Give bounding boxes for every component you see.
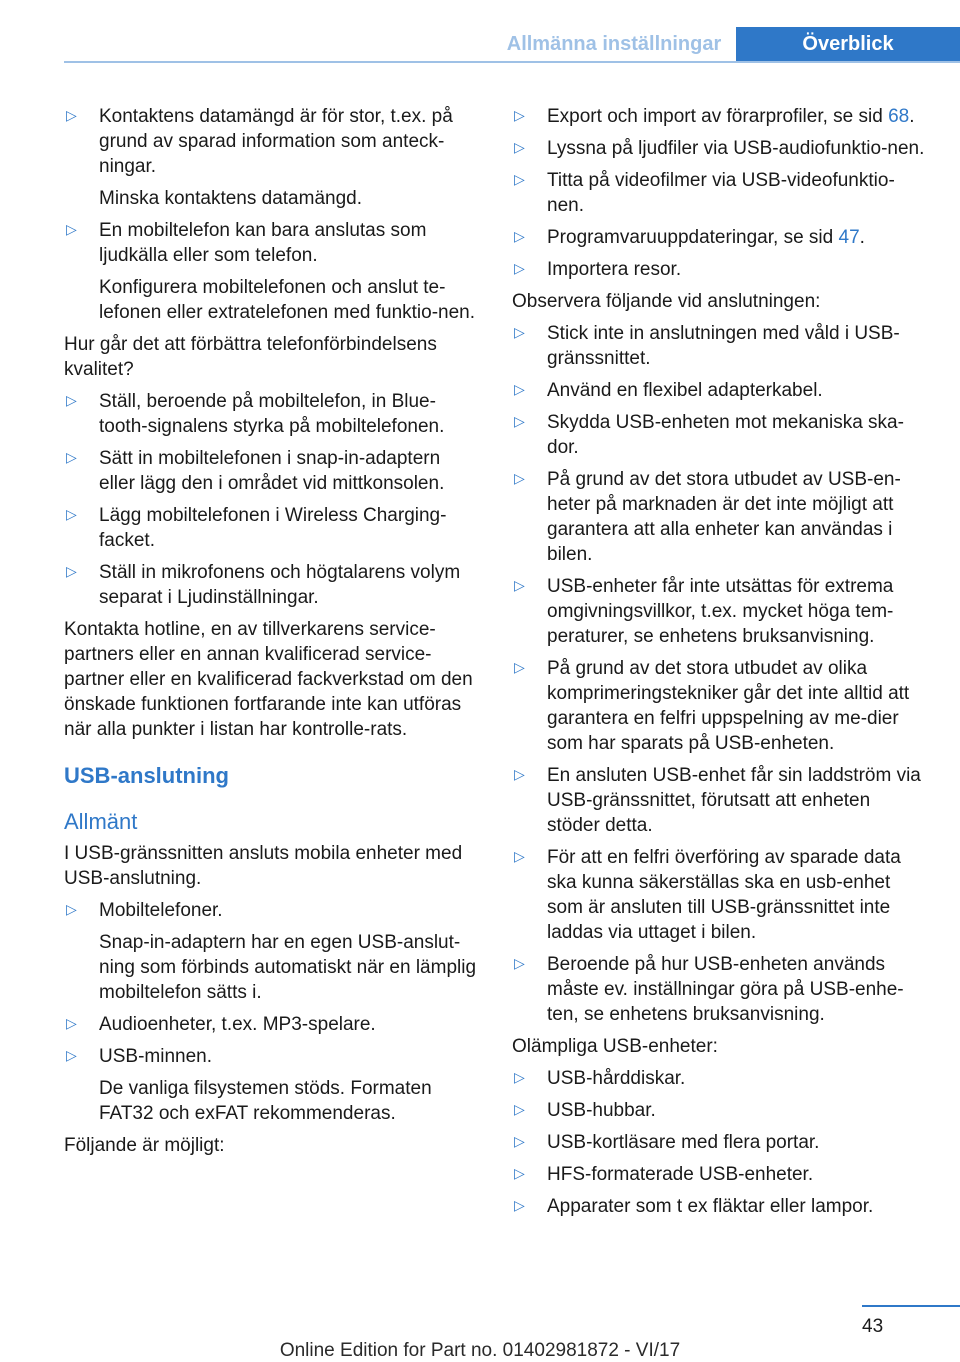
triangle-bullet-icon: ▷: [66, 507, 77, 523]
triangle-bullet-icon: ▷: [514, 382, 525, 398]
triangle-bullet-icon: ▷: [514, 172, 525, 188]
header-section-title: Allmänna inställningar: [506, 32, 722, 55]
triangle-bullet-icon: ▷: [514, 849, 525, 865]
triangle-bullet-icon: ▷: [514, 414, 525, 430]
list-item-remedy: Konfigurera mobiltelefonen och anslut te‐lefonen eller extratelefonen med funktio‐nen.: [99, 277, 476, 323]
list-item: [512, 952, 926, 1027]
list-item: [64, 560, 478, 610]
triangle-bullet-icon: ▷: [514, 325, 525, 341]
right-column: [512, 104, 926, 1226]
list-item: [512, 321, 926, 371]
triangle-bullet-icon: ▷: [514, 578, 525, 594]
list-item-text: Beroende på hur USB-enheten används måste ev. inställningar göra på USB-enhe‐ten, se enhetens bruksanvisning.: [547, 954, 904, 1025]
header-active-tab: Överblick: [736, 27, 960, 61]
list-item-text: På grund av det stora utbudet av olika komprimeringstekniker går det inte alltid att garantera en felfri uppspelning av me‐dier som har sparats på USB-enheten.: [547, 658, 910, 754]
triangle-bullet-icon: ▷: [514, 471, 525, 487]
triangle-bullet-icon: ▷: [514, 1102, 525, 1118]
page-number: 43: [862, 1316, 884, 1337]
list-item-text: Apparater som t ex fläktar eller lampor.: [547, 1196, 874, 1217]
list-item-text: [547, 225, 926, 250]
list-item-text: Lägg mobiltelefonen i Wireless Charging-facket.: [99, 505, 447, 551]
list-item-text: Titta på videofilmer via USB-videofunktio‐nen.: [547, 170, 895, 216]
list-item-text: [547, 104, 926, 129]
paragraph: Följande är möjligt:: [64, 1135, 225, 1156]
triangle-bullet-icon: ▷: [66, 108, 77, 124]
list-item-remedy: Minska kontaktens datamängd.: [99, 188, 362, 209]
list-item-text: En mobiltelefon kan bara anslutas som ljudkälla eller som telefon.: [99, 220, 427, 266]
triangle-bullet-icon: ▷: [66, 393, 77, 409]
paragraph: Observera följande vid anslutningen:: [512, 291, 821, 312]
triangle-bullet-icon: ▷: [514, 1198, 525, 1214]
triangle-bullet-icon: ▷: [514, 261, 525, 277]
list-item-text: USB-minnen.: [99, 1046, 212, 1067]
list-item-text: USB-enheter får inte utsättas för extrema omgivningsvillkor, t.ex. mycket höga tem‐peraturer, se enhetens bruksanvisning.: [547, 576, 894, 647]
paragraph: I USB-gränssnitten ansluts mobila enheter med USB-anslutning.: [64, 843, 463, 889]
triangle-bullet-icon: ▷: [514, 1134, 525, 1150]
list-item-text-end: .: [859, 227, 865, 248]
page-link-68[interactable]: 68: [888, 106, 910, 127]
list-item: [512, 410, 926, 460]
list-item: [64, 104, 478, 211]
list-item-text: Importera resor.: [547, 259, 682, 280]
triangle-bullet-icon: ▷: [514, 956, 525, 972]
list-item: [64, 446, 478, 496]
list-item: [512, 168, 926, 218]
left-column: [64, 104, 478, 1165]
list-item-text: På grund av det stora utbudet av USB-en‐heter på marknaden är det inte möjligt att garantera att alla enheter kan användas i bilen.: [547, 469, 901, 565]
list-item-note: De vanliga filsystemen stöds. Formaten FAT32 och exFAT rekommenderas.: [99, 1078, 432, 1124]
list-item-text: Lyssna på ljudfiler via USB-audiofunktio‐nen.: [547, 138, 925, 159]
header-divider: [64, 61, 960, 63]
list-item: [512, 656, 926, 756]
list-item: [64, 389, 478, 439]
list-item-text: För att en felfri överföring av sparade data ska kunna säkerställas ska en usb-enhet som är ansluten till USB-gränssnittet inte laddas via uttaget i bilen.: [547, 847, 901, 943]
list-item-text: Skydda USB-enheten mot mekaniska ska‐dor.: [547, 412, 904, 458]
triangle-bullet-icon: ▷: [514, 229, 525, 245]
list-item: [512, 845, 926, 945]
list-item-text: Använd en flexibel adapterkabel.: [547, 380, 823, 401]
list-item: [512, 1194, 926, 1219]
triangle-bullet-icon: ▷: [514, 660, 525, 676]
triangle-bullet-icon: ▷: [66, 564, 77, 580]
triangle-bullet-icon: ▷: [514, 1166, 525, 1182]
list-item: [512, 257, 926, 282]
triangle-bullet-icon: ▷: [66, 1016, 77, 1032]
list-item: [512, 225, 926, 250]
section-heading: USB-anslutning: [64, 763, 229, 788]
triangle-bullet-icon: ▷: [66, 1048, 77, 1064]
list-item: [512, 574, 926, 649]
list-item-text: Kontaktens datamängd är för stor, t.ex. på grund av sparad information som anteck‐ningar.: [99, 106, 453, 177]
paragraph: Kontakta hotline, en av tillverkarens service-partners eller en annan kvalificerad service-partner eller en kvalificerad fackverkstad om den önskade funktionen fortfarande inte kan utföras när alla punkter i listan har kontrolle‐rats.: [64, 619, 473, 740]
list-item-text: HFS-formaterade USB-enheter.: [547, 1164, 814, 1185]
triangle-bullet-icon: ▷: [514, 140, 525, 156]
list-item: [512, 467, 926, 567]
list-item-text: USB-hubbar.: [547, 1100, 656, 1121]
list-item-note: Snap-in-adaptern har en egen USB-anslut‐ning som förbinds automatiskt när en lämplig mobiltelefon sätts i.: [99, 932, 477, 1003]
list-item-text: USB-hårddiskar.: [547, 1068, 686, 1089]
subsection-heading: Allmänt: [64, 809, 138, 834]
triangle-bullet-icon: ▷: [66, 450, 77, 466]
list-item-text: Ställ in mikrofonens och högtalarens volym separat i Ljudinställningar.: [99, 562, 461, 608]
list-item: [512, 763, 926, 838]
list-item-text: En ansluten USB-enhet får sin laddström via USB-gränssnittet, förutsatt att enheten stöder detta.: [547, 765, 921, 836]
list-item-text: USB-kortläsare med flera portar.: [547, 1132, 820, 1153]
list-item: [512, 378, 926, 403]
list-item: [64, 1012, 478, 1037]
list-item-text-start: Programvaruuppdateringar, se sid: [547, 227, 839, 248]
list-item-text: Audioenheter, t.ex. MP3-spelare.: [99, 1014, 376, 1035]
list-item: [64, 898, 478, 1005]
triangle-bullet-icon: ▷: [514, 108, 525, 124]
paragraph: Olämpliga USB-enheter:: [512, 1036, 718, 1057]
list-item-text: Stick inte in anslutningen med våld i USB-gränssnittet.: [547, 323, 900, 369]
list-item: [512, 1162, 926, 1187]
list-item: [512, 136, 926, 161]
triangle-bullet-icon: ▷: [514, 1070, 525, 1086]
list-item: [64, 1044, 478, 1126]
list-item: [512, 1130, 926, 1155]
list-item-text-start: Export och import av förarprofiler, se sid: [547, 106, 889, 127]
list-item: [64, 218, 478, 325]
paragraph: Hur går det att förbättra telefonförbindelsens kvalitet?: [64, 334, 437, 380]
list-item-text: Mobiltelefoner.: [99, 900, 223, 921]
list-item: [512, 1098, 926, 1123]
list-item-text-end: .: [909, 106, 915, 127]
list-item-text: Ställ, beroende på mobiltelefon, in Blue‐tooth-signalens styrka på mobiltelefonen.: [99, 391, 445, 437]
list-item: [512, 1066, 926, 1091]
list-item-text: Sätt in mobiltelefonen i snap-in-adaptern eller lägg den i området vid mittkonsolen.: [99, 448, 445, 494]
list-item: [512, 104, 926, 129]
triangle-bullet-icon: ▷: [514, 767, 525, 783]
footer-edition: Online Edition for Part no. 01402981872 - VI/17: [279, 1340, 681, 1361]
list-item: [64, 503, 478, 553]
footer-divider: [862, 1305, 960, 1307]
triangle-bullet-icon: ▷: [66, 222, 77, 238]
triangle-bullet-icon: ▷: [66, 902, 77, 918]
page-link-47[interactable]: 47: [838, 227, 860, 248]
